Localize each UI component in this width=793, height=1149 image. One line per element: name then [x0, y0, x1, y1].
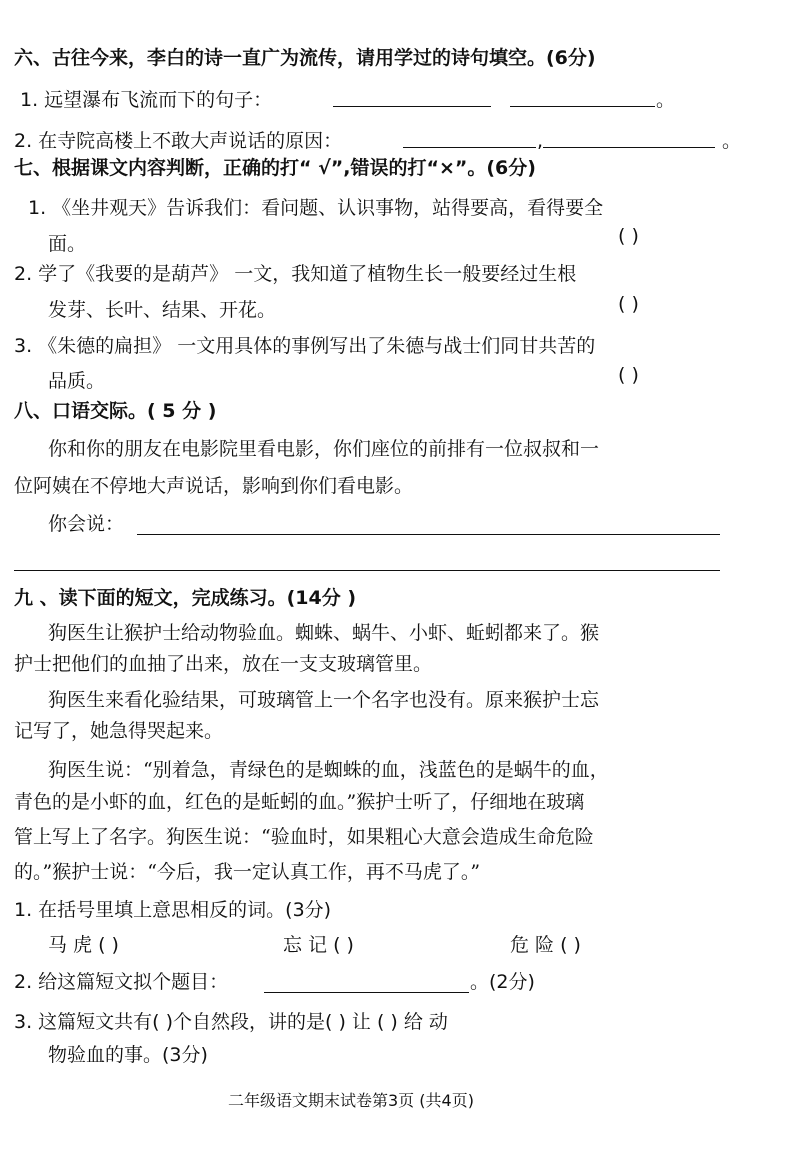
s9-q2-end: 。(2分) — [470, 971, 535, 993]
s9-question-2: 2. 给这篇短文拟个题目： — [14, 971, 229, 993]
s9-passage-p1-line1: 狗医生让猴护士给动物验血。蜘蛛、蜗牛、小虾、蚯蚓都来了。猴 — [48, 622, 600, 644]
s9-q2-title-blank[interactable] — [264, 992, 469, 993]
s9-passage-p3-line1: 狗医生说：“别着急，青绿色的是蜘蛛的血，浅蓝色的是蜗牛的血， — [48, 759, 609, 781]
s6-q2-blank-1[interactable] — [403, 147, 536, 148]
s9-q1-word-wangji[interactable]: 忘 记 ( ) — [283, 934, 354, 956]
s9-question-3-line1: 3. 这篇短文共有( )个自然段，讲的是( ) 让 ( ) 给 动 — [14, 1011, 448, 1033]
s7-q2-line1: 2. 学了《我要的是葫芦》 一文，我知道了植物生长一般要经过生根 — [14, 263, 577, 285]
s9-passage-p3-line4: 的。”猴护士说：“今后，我一定认真工作，再不马虎了。” — [14, 861, 481, 883]
s7-q3-answer-paren[interactable]: ( ) — [618, 364, 639, 386]
page-footer: 二年级语文期末试卷第3页 (共4页) — [228, 1091, 474, 1110]
s7-q1-line1: 1. 《坐井观天》告诉我们：看问题、认识事物，站得要高，看得要全 — [28, 197, 604, 219]
s7-q2-line2: 发芽、长叶、结果、开花。 — [48, 299, 277, 321]
s6-q1-end: 。 — [656, 89, 676, 111]
s9-passage-p3-line3: 管上写上了名字。狗医生说：“验血时，如果粗心大意会造成生命危险 — [14, 826, 594, 848]
s9-question-1: 1. 在括号里填上意思相反的词。(3分) — [14, 899, 332, 921]
section-6-title: 六、古往今来，李白的诗一直广为流传，请用学过的诗句填空。(6分) — [14, 47, 596, 69]
s7-q1-line2: 面。 — [48, 233, 87, 255]
s7-q3-line2: 品质。 — [48, 370, 106, 392]
s9-passage-p1-line2: 护士把他们的血抽了出来，放在一支支玻璃管里。 — [14, 653, 433, 675]
s6-q1-blank-2[interactable] — [510, 106, 655, 107]
s7-q1-answer-paren[interactable]: ( ) — [618, 225, 639, 247]
s6-question-1: 1. 远望瀑布飞流而下的句子： — [20, 89, 273, 111]
s9-passage-p2-line1: 狗医生来看化验结果，可玻璃管上一个名字也没有。原来猴护士忘 — [48, 689, 600, 711]
s6-q2-sep: , — [537, 130, 544, 152]
s9-question-3-line2: 物验血的事。(3分) — [48, 1044, 208, 1066]
section-7-title: 七、根据课文内容判断，正确的打“ √”,错误的打“×”。(6分) — [14, 157, 536, 179]
s7-q3-line1: 3. 《朱德的扁担》 一文用具体的事例写出了朱德与战士们同甘共苦的 — [14, 335, 596, 357]
s9-passage-p2-line2: 记写了，她急得哭起来。 — [14, 720, 224, 742]
s8-answer-line-1[interactable] — [137, 534, 720, 535]
s8-answer-line-2[interactable] — [14, 570, 720, 571]
section-8-title: 八、口语交际。( 5 分 ) — [14, 400, 217, 422]
s6-question-2: 2. 在寺院高楼上不敢大声说话的原因： — [14, 130, 343, 152]
section-9-title: 九 、读下面的短文，完成练习。(14分 ) — [14, 587, 357, 609]
s9-q1-word-weixian[interactable]: 危 险 ( ) — [510, 934, 581, 956]
s8-prompt-label: 你会说： — [48, 513, 125, 535]
s6-q2-end: 。 — [722, 130, 742, 152]
s6-q1-blank-1[interactable] — [333, 106, 491, 107]
s9-q1-word-mahu[interactable]: 马 虎 ( ) — [48, 934, 119, 956]
s8-paragraph-line1: 你和你的朋友在电影院里看电影，你们座位的前排有一位叔叔和一 — [48, 438, 600, 460]
s7-q2-answer-paren[interactable]: ( ) — [618, 293, 639, 315]
s8-paragraph-line2: 位阿姨在不停地大声说话，影响到你们看电影。 — [14, 475, 414, 497]
s9-passage-p3-line2: 青色的是小虾的血，红色的是蚯蚓的血。”猴护士听了，仔细地在玻璃 — [14, 791, 585, 813]
s6-q2-blank-2[interactable] — [543, 147, 715, 148]
